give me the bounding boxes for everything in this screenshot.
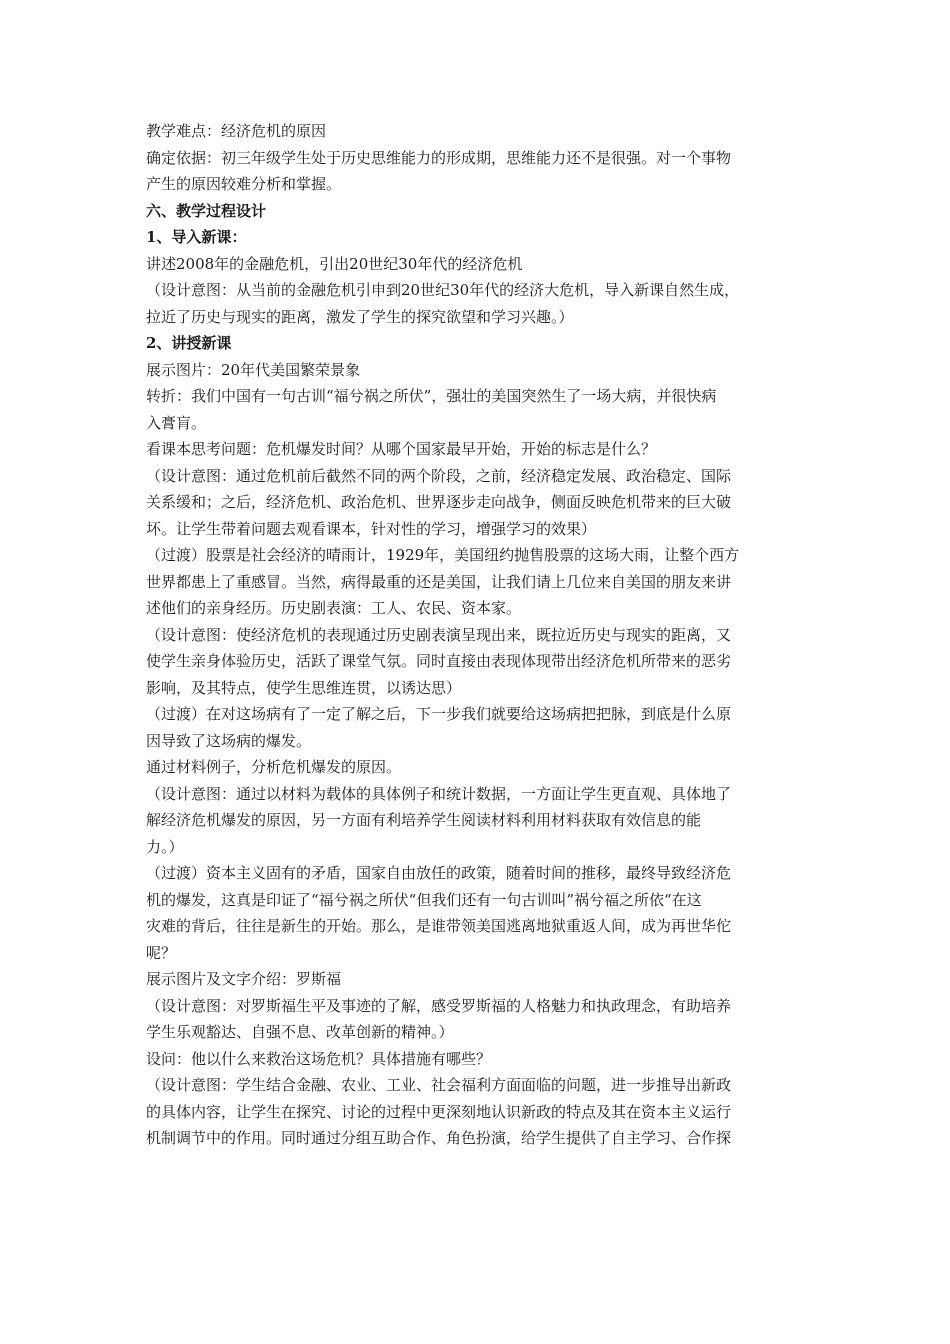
text-line: （过渡）在对这场病有了一定了解之后，下一步我们就要给这场病把把脉，到底是什么原: [146, 705, 732, 723]
text-line: 述他们的亲身经历。历史剧表演：工人、农民、资本家。: [146, 599, 522, 617]
text-line: 呢？: [146, 943, 177, 962]
text-line: （过渡）资本主义固有的矛盾，国家自由放任的政策，随着时间的推移，最终导致经济危: [146, 864, 732, 882]
text-line: 通过材料例子，分析危机爆发的原因。: [146, 758, 402, 776]
text-line: 看课本思考问题：危机爆发时间？从哪个国家最早开始，开始的标志是什么？: [146, 440, 657, 458]
text-line: 确定依据：初三年级学生处于历史思维能力的形成期，思维能力还不是很强。对一个事物: [146, 148, 732, 167]
text-line: （设计意图：通过以材料为载体的具体例子和统计数据，一方面让学生更直观、具体地了: [146, 784, 732, 803]
text-line: （过渡）股票是社会经济的晴雨计，1929年，美国纽约抛售股票的这场大雨，让整个西方: [146, 546, 740, 564]
text-line: 设问：他以什么来救治这场危机？具体措施有哪些？: [146, 1049, 492, 1068]
text-line: 坏。让学生带着问题去观看课本，针对性的学习，增强学习的效果）: [146, 519, 597, 538]
text-line: 展示图片：20年代美国繁荣景象: [146, 360, 361, 379]
text-line: 机的爆发，这真是印证了“福兮祸之所伏“但我们还有一句古训叫”祸兮福之所依“在这: [146, 890, 702, 909]
text-line: （设计意图：通过危机前后截然不同的两个阶段，之前，经济稳定发展、政治稳定、国际: [146, 466, 732, 485]
text-line: 转折：我们中国有一句古训“福兮祸之所伏”，强壮的美国突然生了一场大病，并很快病: [146, 387, 717, 405]
text-line: 入膏肓。: [146, 413, 207, 432]
subsection-heading: 2、讲授新课: [146, 334, 232, 352]
text-line: 学生乐观豁达、自强不息、改革创新的精神。）: [146, 1023, 454, 1041]
text-line: 因导致了这场病的爆发。: [146, 731, 312, 750]
text-line: 影响，及其特点，使学生思维连贯，以诱达思）: [146, 678, 462, 697]
text-line: 教学难点：经济危机的原因: [146, 122, 327, 140]
text-line: （设计意图：对罗斯福生平及事迹的了解，感受罗斯福的人格魅力和执政理念，有助培养: [146, 996, 732, 1015]
text-line: 解经济危机爆发的原因，另一方面有利培养学生阅读材料利用材料获取有效信息的能: [146, 811, 702, 829]
section-heading: 六、教学过程设计: [146, 201, 267, 220]
document-page: [146, 118, 810, 1152]
text-line: 讲述2008年的金融危机，引出20世纪30年代的经济危机: [146, 254, 523, 273]
text-line: 拉近了历史与现实的距离，激发了学生的探究欲望和学习兴趣。）: [146, 307, 574, 326]
text-line: 关系缓和；之后，经济危机、政治危机、世界逐步走向战争，侧面反映危机带来的巨大破: [146, 493, 732, 511]
text-line: （设计意图：使经济危机的表现通过历史剧表演呈现出来，既拉近历史与现实的距离，又: [146, 625, 732, 644]
text-line: 展示图片及文字介绍：罗斯福: [146, 970, 342, 988]
text-line: （设计意图：从当前的金融危机引申到20世纪30年代的经济大危机，导入新课自然生成，: [146, 281, 740, 299]
text-line: （设计意图：学生结合金融、农业、工业、社会福利方面面临的问题，进一步推导出新政: [146, 1076, 732, 1094]
subsection-heading: 1、导入新课：: [146, 228, 247, 246]
text-line: 灾难的背后，往往是新生的开始。那么，是谁带领美国逃离地狱重返人间，成为再世华佗: [146, 917, 732, 935]
text-line: 力。）: [146, 837, 184, 856]
text-line: 的具体内容，让学生在探究、讨论的过程中更深刻地认识新政的特点及其在资本主义运行: [146, 1102, 732, 1121]
text-line: 机制调节中的作用。同时通过分组互助合作、角色扮演，给学生提供了自主学习、合作探: [146, 1129, 732, 1147]
text-line: 产生的原因较难分析和掌握。: [146, 175, 342, 193]
text-line: 使学生亲身体验历史，活跃了课堂气氛。同时直接由表现体现带出经济危机所带来的恶劣: [146, 652, 732, 670]
text-line: 世界都患上了重感冒。当然，病得最重的还是美国，让我们请上几位来自美国的朋友来讲: [146, 572, 732, 591]
